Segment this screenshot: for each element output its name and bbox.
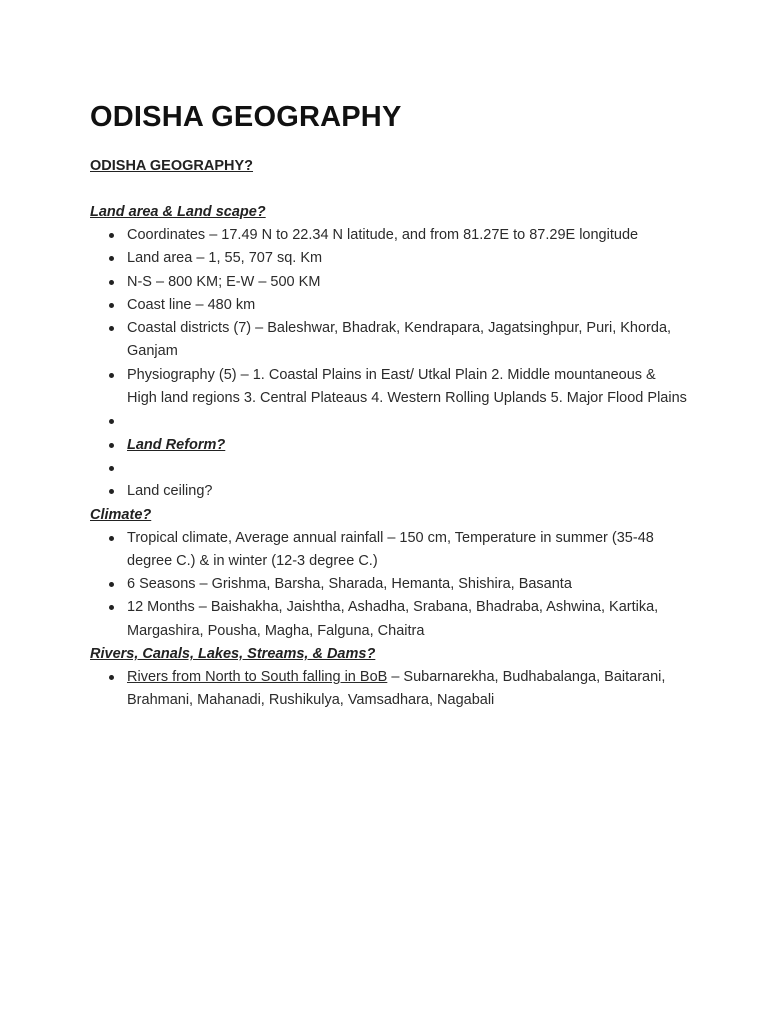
rivers-link[interactable]: Rivers from North to South falling in BoB (127, 669, 388, 686)
document-title: ODISHA GEOGRAPHY (90, 101, 402, 133)
list-item: Coastal districts (7) – Baleshwar, Bhadrak, Kendrapara, Jagatsinghpur, Puri, Khorda, Ganjam (127, 317, 688, 364)
list-item: Land ceiling? (127, 480, 688, 503)
climate-list (90, 527, 688, 643)
section-heading-land: Land area & Land scape? (90, 204, 266, 220)
list-item: Coordinates – 17.49 N to 22.34 N latitude, and from 81.27E to 87.29E longitude (127, 224, 688, 247)
list-item: Land area – 1, 55, 707 sq. Km (127, 247, 688, 270)
list-item-empty (127, 410, 688, 433)
list-item (127, 666, 688, 713)
rivers-list (90, 666, 688, 713)
list-item: 12 Months – Baishakha, Jaishtha, Ashadha, Srabana, Bhadraba, Ashwina, Kartika, Margashira, Pousha, Magha, Falguna, Chaitra (127, 596, 688, 643)
section-heading-rivers: Rivers, Canals, Lakes, Streams, & Dams? (90, 646, 376, 663)
list-item: N-S – 800 KM; E-W – 500 KM (127, 271, 688, 294)
land-reform-heading: Land Reform? (127, 436, 226, 453)
list-item: Tropical climate, Average annual rainfall – 150 cm, Temperature in summer (35-48 degree C.) & in winter (12-3 degree C.) (127, 527, 688, 574)
rivers-list-text: – Subarnarekha, Budhabalanga, Baitarani, Brahmani, Mahanadi, Rushikulya, Vamsadhara, Nagabali (127, 669, 666, 709)
list-item: Physiography (5) – 1. Coastal Plains in East/ Utkal Plain 2. Middle mountaneous & High land regions 3. Central Plateaus 4. Western Rolling Uplands 5. Major Flood Plains (127, 364, 688, 411)
section-heading-climate: Climate? (90, 506, 152, 523)
land-list (90, 224, 688, 504)
list-item-empty (127, 457, 688, 480)
document-subtitle: ODISHA GEOGRAPHY? (90, 158, 254, 174)
list-item: 6 Seasons – Grishma, Barsha, Sharada, Hemanta, Shishira, Basanta (127, 573, 688, 596)
list-item-land-reform (127, 434, 688, 457)
list-item: Coast line – 480 km (127, 294, 688, 317)
